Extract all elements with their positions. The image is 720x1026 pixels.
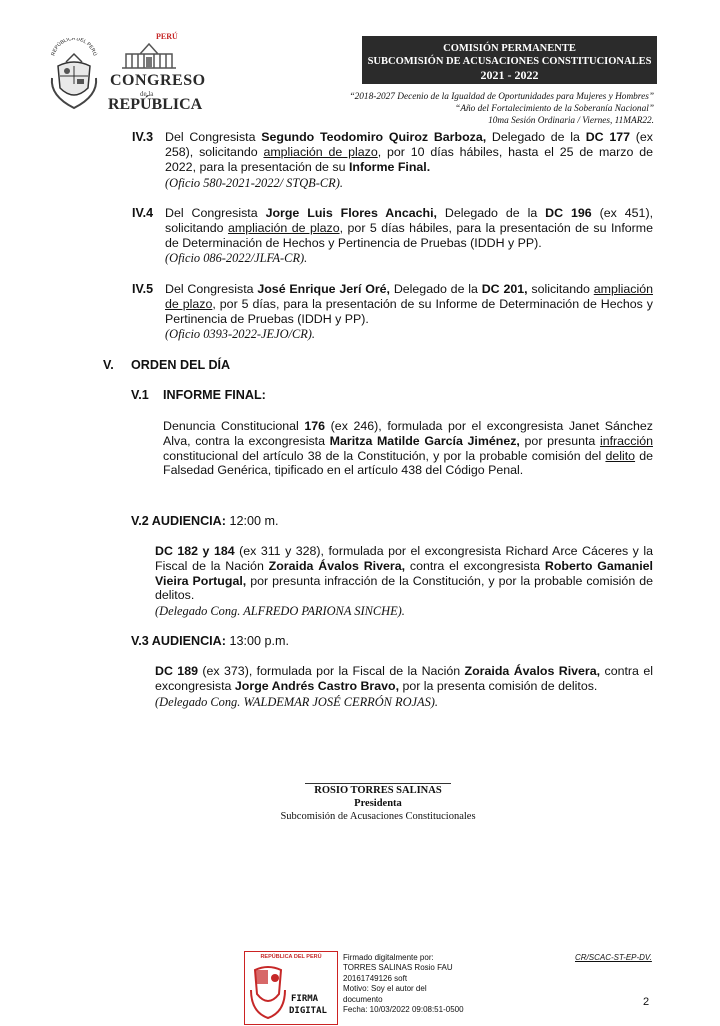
item-label-iv3: IV.3: [132, 130, 154, 144]
logo-de-la: de la: [140, 90, 154, 98]
page-number: 2: [643, 996, 650, 1008]
stamp-top-text: REPÚBLICA DEL PERÚ: [260, 954, 322, 960]
item-v3-text: DC 189 (ex 373), formulada por la Fiscal de la Nación Zoraida Ávalos Rivera, contra el excongresista Jorge Andrés Castro Bravo, por la presenta comisión de delitos.: [155, 664, 653, 693]
shield-caption: REPÚBLICA DEL PERÚ: [50, 38, 98, 57]
item-iv4-ref: (Oficio 086-2022/JLFA-CR).: [165, 251, 308, 265]
item-v1-text: Denuncia Constitucional 176 (ex 246), formulada por el excongresista Janet Sánchez Alva, contra la excongresista Maritza Matilde García Jiménez, por presunta infracción constitucional del artículo 38 de la Constitución, y por la probable comisión del delito de Falsedad Genérica, tipificado en el artículo 438 del Código Penal.: [163, 419, 653, 478]
item-label-v2: V.2 AUDIENCIA: 12:00 m.: [131, 514, 279, 528]
subcommission-name: SUBCOMISIÓN DE ACUSACIONES CONSTITUCIONALES: [367, 56, 652, 67]
item-label-v1: V.1: [131, 388, 149, 402]
item-label-iv4: IV.4: [132, 206, 154, 220]
commission-name: COMISIÓN PERMANENTE: [443, 43, 576, 54]
signer-role: Presidenta: [354, 798, 402, 809]
signer-name: ROSIO TORRES SALINAS: [314, 785, 442, 796]
item-v3-ref: (Delegado Cong. WALDEMAR JOSÉ CERRÓN ROJAS).: [155, 695, 439, 709]
item-title-v1: INFORME FINAL:: [163, 388, 266, 402]
item-iv3-ref: (Oficio 580-2021-2022/ STQB-CR).: [165, 176, 343, 190]
item-v2-text: DC 182 y 184 (ex 311 y 328), formulada por el excongresista Richard Arce Cáceres y la Fiscal de la Nación Zoraida Ávalos Rivera, contra el excongresista Roberto Gamaniel Vieira Portugal, por presunta infracción de la Constitución, y por la probable comisión de delitos.: [155, 544, 653, 603]
stamp-firma: FIRMA: [291, 994, 319, 1004]
period-years: 2021 - 2022: [480, 68, 539, 82]
session-info: 10ma Sesión Ordinaria / Viernes, 11MAR22.: [488, 116, 654, 126]
item-label-iv5: IV.5: [132, 282, 154, 296]
section-label-v: V.: [103, 358, 114, 372]
logo-republica: REPÚBLICA: [108, 96, 203, 113]
congress-logo: [108, 32, 206, 116]
item-iv5-text: Del Congresista José Enrique Jerí Oré, Delegado de la DC 201, solicitando ampliación de plazo, por 5 días, para la presentación de su Informe de Determinación de Hechos y Pertinencia de Pruebas (IDDH y PP).: [165, 282, 653, 326]
item-iv5-ref: (Oficio 0393-2022-JEJO/CR).: [165, 327, 316, 341]
signer-org: Subcomisión de Acusaciones Constitucionales: [280, 811, 476, 822]
item-iv3-text: Del Congresista Segundo Teodomiro Quiroz Barboza, Delegado de la DC 177 (ex 258), solicitando ampliación de plazo, por 10 días hábiles, hasta el 25 de marzo de 2022, para la presentación de su Informe Final.: [165, 130, 654, 174]
stamp-shield-icon: [249, 954, 287, 1022]
digital-signature-stamp: [244, 951, 338, 1025]
stamp-digital: DIGITAL: [289, 1006, 327, 1016]
document-code: CR/SCAC-ST-EP-DV.: [575, 953, 652, 962]
commission-header-box: [362, 36, 657, 84]
digital-signature-info: Firmado digitalmente por: TORRES SALINAS Rosio FAU 20161749126 soft Motivo: Soy el autor del documento Fecha: 10/03/2022 09:08:51-0500: [343, 953, 464, 1015]
congress-building-icon: [118, 38, 180, 70]
item-label-v3: V.3 AUDIENCIA: 13:00 p.m.: [131, 634, 289, 648]
motto-decade: “2018-2027 Decenio de la Igualdad de Oportunidades para Mujeres y Hombres”: [349, 92, 654, 102]
item-iv4-text: Del Congresista Jorge Luis Flores Ancachi, Delegado de la DC 196 (ex 451), solicitando ampliación de plazo, por 5 días hábiles, para la presentación de su Informe de Determinación de Hechos y Pertinencia de Pruebas (IDDH y PP).: [165, 206, 654, 250]
item-v2-ref: (Delegado Cong. ALFREDO PARIONA SINCHE).: [155, 604, 405, 618]
section-title-orden: ORDEN DEL DÍA: [131, 358, 231, 372]
logo-congreso: CONGRESO: [110, 72, 206, 89]
coat-of-arms-icon: [48, 38, 100, 116]
logo-peru: PERÚ: [156, 32, 178, 41]
motto-year: “Año del Fortalecimiento de la Soberanía Nacional”: [455, 104, 654, 114]
signature-line: [305, 783, 451, 784]
